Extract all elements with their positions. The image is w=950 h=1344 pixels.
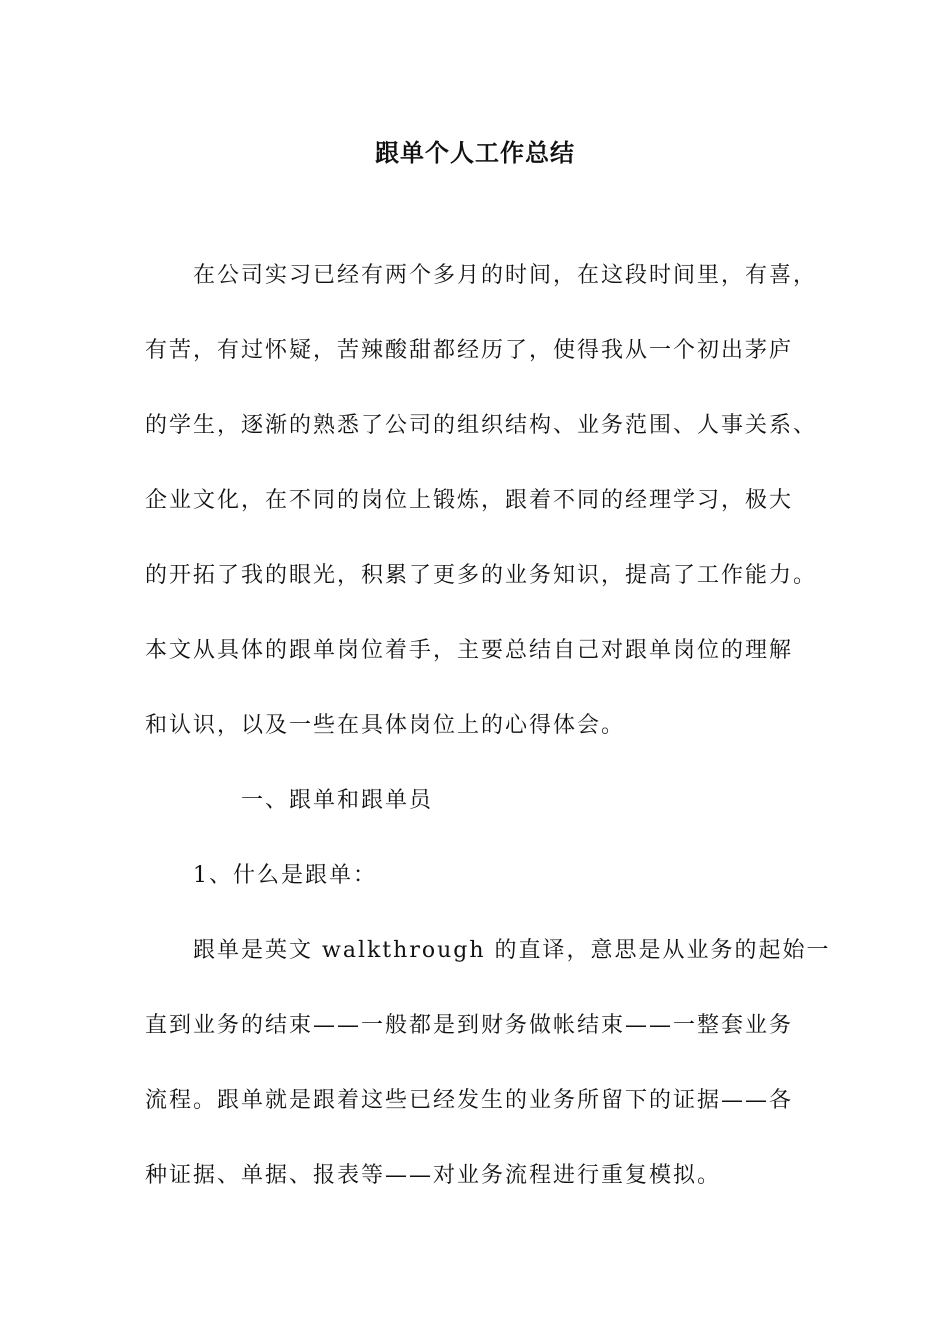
paragraph-line: 的学生，逐渐的熟悉了公司的组织结构、业务范围、人事关系、 [145, 413, 818, 438]
section-heading: 一、跟单和跟单员 [241, 788, 434, 813]
paragraph-line: 跟单是英文 walkthrough 的直译，意思是从业务的起始一 [193, 938, 831, 963]
paragraph-line: 有苦，有过怀疑，苦辣酸甜都经历了，使得我从一个初出茅庐 [145, 338, 794, 363]
paragraph-line: 直到业务的结束——一般都是到财务做帐结束——一整套业务 [145, 1013, 794, 1038]
paragraph-line: 和认识，以及一些在具体岗位上的心得体会。 [145, 713, 626, 738]
paragraph-line: 种证据、单据、报表等——对业务流程进行重复模拟。 [145, 1163, 722, 1188]
paragraph-line: 企业文化，在不同的岗位上锻炼，跟着不同的经理学习，极大 [145, 488, 794, 513]
document-title: 跟单个人工作总结 [375, 138, 575, 167]
paragraph-line: 的开拓了我的眼光，积累了更多的业务知识，提高了工作能力。 [145, 563, 818, 588]
subsection-heading: 1、什么是跟单： [193, 863, 377, 888]
paragraph-line: 在公司实习已经有两个多月的时间，在这段时间里，有喜， [193, 263, 818, 288]
paragraph-line: 流程。跟单就是跟着这些已经发生的业务所留下的证据——各 [145, 1088, 794, 1113]
paragraph-line: 本文从具体的跟单岗位着手，主要总结自己对跟单岗位的理解 [145, 638, 794, 663]
